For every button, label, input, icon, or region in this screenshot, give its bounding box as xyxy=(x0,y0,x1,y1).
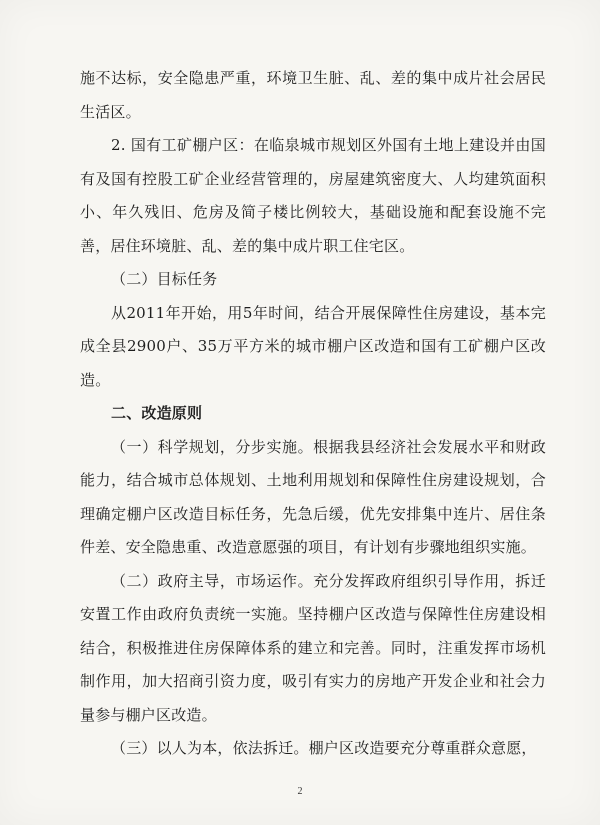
paragraph-continuation: 施不达标，安全隐患严重，环境卫生脏、乱、差的集中成片社会居民生活区。 xyxy=(80,69,546,121)
paragraph-principle-1: （一）科学规划，分步实施。根据我县经济社会发展水平和财政能力，结合城市总体规划、土地利用规划和保障性住房建设规划，合理确定棚户区改造目标任务，先急后缓，优先安排集中连片、居住条件差、安全隐患重、改造意愿强的项目，有计划有步骤地组织实施。 xyxy=(80,437,546,556)
page-number: 2 xyxy=(297,786,303,797)
paragraph-state-mining-shantytown: 2. 国有工矿棚户区：在临泉城市规划区外国有土地上建设并由国有及国有控股工矿企业经营管理的，房屋建筑密度大、人均建筑面积小、年久残旧、危房及简子楼比例较大，基础设施和配套设施不完善，居住环境脏、乱、差的集中成片职工住宅区。 xyxy=(80,136,546,255)
section-heading-principles: 二、改造原则 xyxy=(111,404,203,422)
paragraph-goals: 从2011年开始，用5年时间，结合开展保障性住房建设，基本完成全县2900户、35万平方米的城市棚户区改造和国有工矿棚户区改造。 xyxy=(80,303,546,389)
paragraph-principle-2: （二）政府主导，市场运作。充分发挥政府组织引导作用，拆迁安置工作由政府负责统一实施。坚持棚户区改造与保障性住房建设相结合，积极推进住房保障体系的建立和完善。同时，注重发挥市场机制作用，加大招商引资力度，吸引有实力的房地产开发企业和社会力量参与棚户区改造。 xyxy=(80,571,546,724)
section-heading-goals: （二）目标任务 xyxy=(111,270,218,288)
document-body xyxy=(80,62,546,766)
paragraph-principle-3: （三）以人为本，依法拆迁。棚户区改造要充分尊重群众意愿， xyxy=(111,739,537,757)
